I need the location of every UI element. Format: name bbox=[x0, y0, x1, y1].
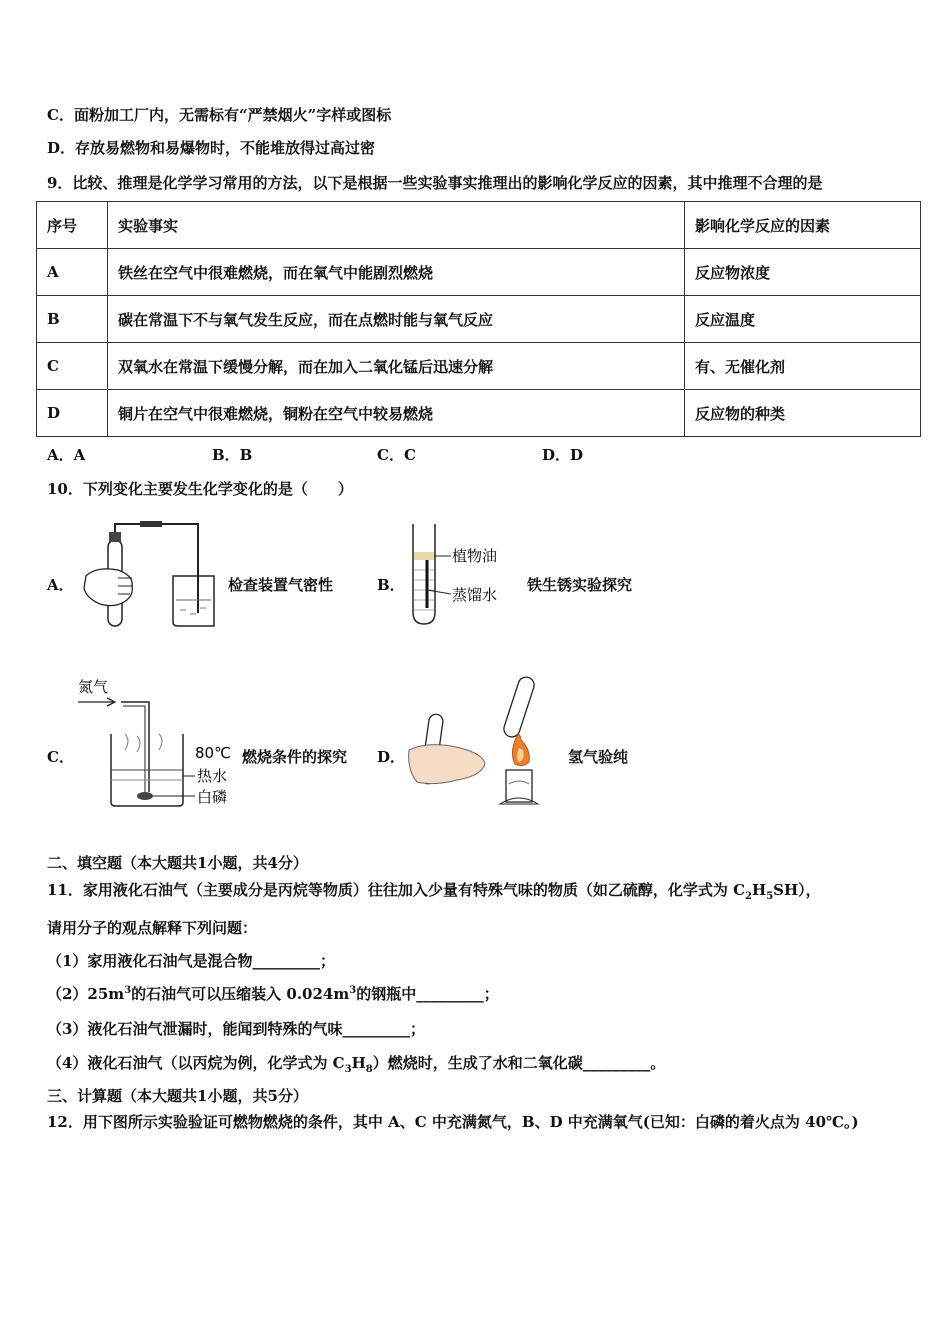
table-cell: A bbox=[37, 249, 108, 296]
q10-stem: 10．下列变化主要发生化学变化的是（ ） bbox=[47, 480, 353, 498]
table-cell: 有、无催化剂 bbox=[685, 343, 921, 390]
table-cell: D bbox=[37, 390, 108, 437]
q10-option-a-letter: A． bbox=[47, 576, 74, 594]
airtight-check-figure bbox=[78, 518, 228, 630]
q11-part-4-sub: 3 bbox=[344, 1064, 352, 1075]
q11-stem-text-c: SH）， bbox=[773, 881, 821, 899]
q11-part-2 bbox=[47, 983, 499, 1004]
q10-option-c-caption: 燃烧条件的探究 bbox=[242, 748, 348, 766]
q11-part-2-sup: 3 bbox=[124, 985, 132, 996]
q8-option-c: C．面粉加工厂内，无需标有“严禁烟火”字样或图标 bbox=[47, 106, 392, 124]
q11-stem-text-a: 11．家用液化石油气（主要成分是丙烷等物质）往往加入少量有特殊气味的物质（如乙硫醇，化学式为 C bbox=[47, 881, 746, 899]
q12-stem: 12．用下图所示实验验证可燃物燃烧的条件，其中 A、C 中充满氮气，B、D 中充满氧气(已知：白磷的着火点为 40℃。) bbox=[47, 1113, 859, 1131]
q11-part-4 bbox=[47, 1052, 665, 1075]
q11-part-2-text-b: 的石油气可以压缩装入 0.024m bbox=[131, 985, 350, 1003]
q11-stem-line2: 请用分子的观点解释下列问题： bbox=[47, 919, 258, 937]
water-label: 蒸馏水 bbox=[452, 586, 498, 604]
q11-part-2-sup: 3 bbox=[349, 985, 357, 996]
table-header: 序号 bbox=[37, 202, 108, 249]
table-row bbox=[37, 343, 921, 390]
table-cell: B bbox=[37, 296, 108, 343]
table-cell: 双氧水在常温下缓慢分解，而在加入二氧化锰后迅速分解 bbox=[108, 343, 685, 390]
q10-option-b-letter: B． bbox=[377, 576, 405, 594]
q11-stem-sub: 5 bbox=[766, 891, 774, 902]
table-cell: 碳在常温下不与氧气发生反应，而在点燃时能与氧气反应 bbox=[108, 296, 685, 343]
q10-option-a-caption: 检查装置气密性 bbox=[228, 576, 334, 594]
hydrogen-purity-figure bbox=[405, 672, 555, 810]
q9-stem: 9．比较、推理是化学学习常用的方法，以下是根据一些实验事实推理出的影响化学反应的因素，其中推理不合理的是 bbox=[47, 174, 823, 192]
hot-water-label: 热水 bbox=[197, 767, 228, 785]
q11-part-4-text-b: H bbox=[351, 1054, 366, 1072]
q11-stem-text-b: H bbox=[752, 881, 767, 899]
q9-option-c: C．C bbox=[377, 446, 416, 464]
q11-part-4-text-a: （4）液化石油气（以丙烷为例，化学式为 C bbox=[47, 1054, 345, 1072]
table-row bbox=[37, 296, 921, 343]
table-cell: 反应物浓度 bbox=[685, 249, 921, 296]
q11-part-2-text-a: （2）25m bbox=[47, 985, 125, 1003]
iron-rust-figure bbox=[405, 520, 520, 628]
q11-part-1: （1）家用液化石油气是混合物_________； bbox=[47, 952, 335, 970]
table-cell: C bbox=[37, 343, 108, 390]
q10-option-c-letter: C． bbox=[47, 748, 74, 766]
q11-part-4-sub: 8 bbox=[365, 1064, 373, 1075]
table-header: 实验事实 bbox=[108, 202, 685, 249]
table-cell: 铜片在空气中很难燃烧，铜粉在空气中较易燃烧 bbox=[108, 390, 685, 437]
combustion-condition-figure bbox=[75, 672, 245, 812]
q9-option-d: D．D bbox=[542, 446, 584, 464]
table-header: 影响化学反应的因素 bbox=[685, 202, 921, 249]
temp-label: 80℃ bbox=[195, 744, 231, 762]
q9-option-b: B．B bbox=[212, 446, 253, 464]
white-phosphorus-label: 白磷 bbox=[197, 788, 228, 806]
q9-options bbox=[47, 444, 707, 465]
table-row bbox=[37, 249, 921, 296]
q9-option-a: A．A bbox=[47, 446, 86, 464]
q11-stem-sub: 2 bbox=[745, 891, 753, 902]
q10-option-d-caption: 氢气验纯 bbox=[568, 748, 629, 766]
q8-option-d: D．存放易燃物和易爆物时，不能堆放得过高过密 bbox=[47, 139, 376, 157]
q9-table bbox=[36, 201, 921, 437]
table-row bbox=[37, 390, 921, 437]
q11-part-3: （3）液化石油气泄漏时，能闻到特殊的气味_________； bbox=[47, 1020, 425, 1038]
nitrogen-label: 氮气 bbox=[78, 678, 109, 696]
section-3-title: 三、计算题（本大题共1小题，共5分） bbox=[47, 1087, 308, 1105]
oil-label: 植物油 bbox=[452, 547, 498, 565]
q11-part-4-text-c: ）燃烧时，生成了水和二氧化碳_________。 bbox=[372, 1054, 666, 1072]
table-header-row bbox=[37, 202, 921, 249]
q10-option-b-caption: 铁生锈实验探究 bbox=[527, 576, 633, 594]
section-2-title: 二、填空题（本大题共1小题，共4分） bbox=[47, 854, 308, 872]
table-cell: 反应物的种类 bbox=[685, 390, 921, 437]
table-cell: 反应温度 bbox=[685, 296, 921, 343]
q11-part-2-text-c: 的钢瓶中_________； bbox=[356, 985, 499, 1003]
q11-stem-line1 bbox=[47, 879, 821, 902]
table-cell: 铁丝在空气中很难燃烧，而在氧气中能剧烈燃烧 bbox=[108, 249, 685, 296]
q10-option-d-letter: D． bbox=[377, 748, 406, 766]
